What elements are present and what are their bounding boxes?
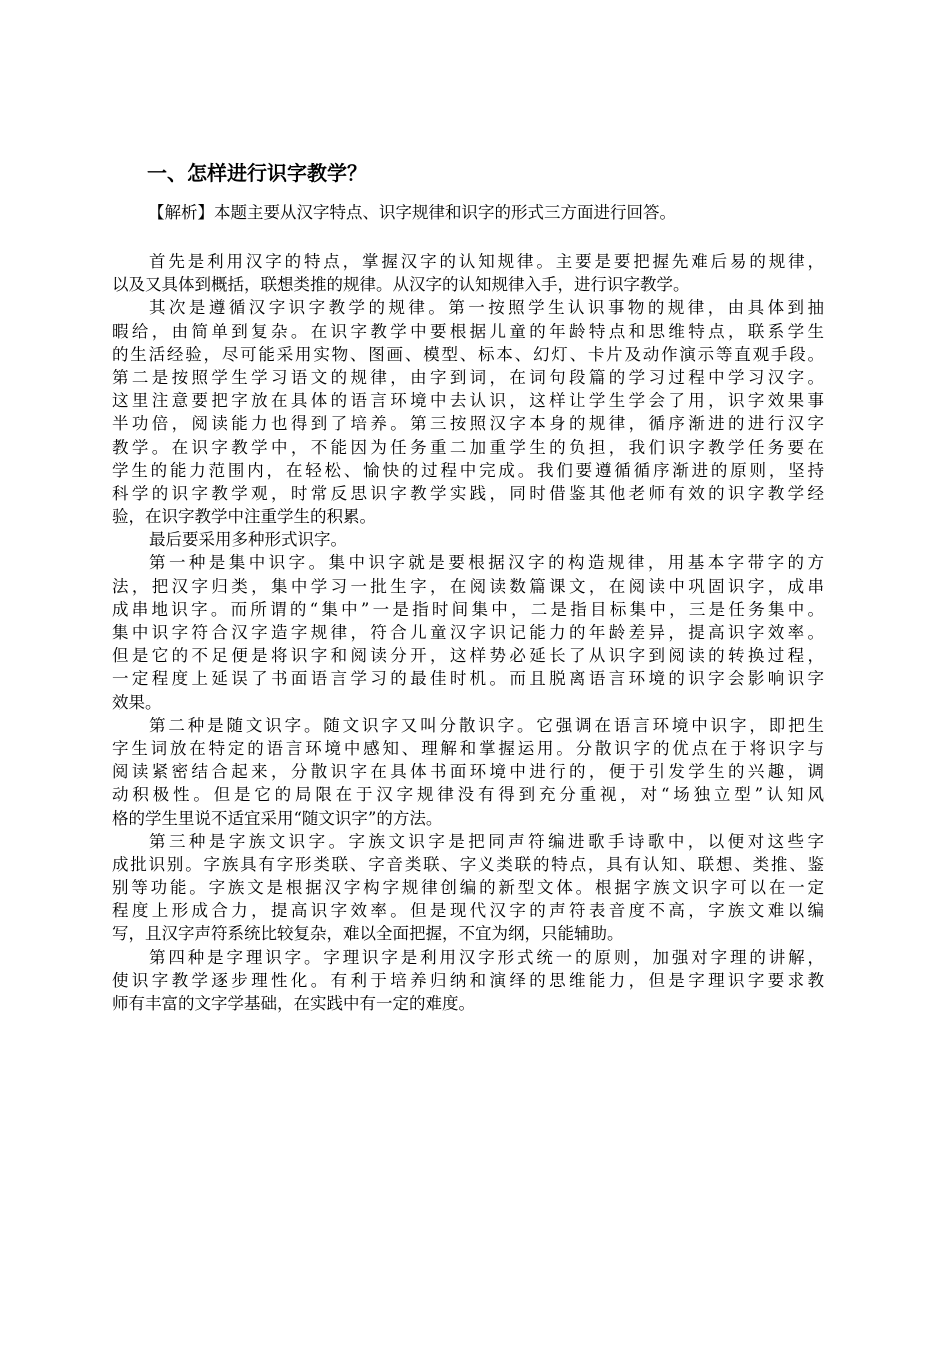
paragraph (112, 830, 824, 946)
paragraph-line: 第二是按照学生学习语文的规律，由字到词，在词句段篇的学习过程中学习汉字。 (112, 367, 824, 387)
paragraph-line: 第二种是随文识字。随文识字又叫分散识字。它强调在语言环境中识字，即把生 (149, 715, 824, 735)
paragraph-line: 学生的能力范围内，在轻松、愉快的过程中完成。我们要遵循循序渐进的原则，坚持 (112, 460, 824, 480)
paragraph-line: 第四种是字理识字。字理识字是利用汉字形式统一的原则，加强对字理的讲解， (149, 947, 824, 967)
paragraph-line: 集中识字符合汉字造字规律，符合儿童汉字识记能力的年龄差异，提高识字效率。 (112, 623, 824, 642)
paragraph-line: 写，且汉字声符系统比较复杂，难以全面把握，不宜为纲，只能辅助。 (112, 924, 624, 944)
analysis-intro: 【解析】本题主要从汉字特点、识字规律和识字的形式三方面进行回答。 (148, 203, 676, 222)
paragraph-line: 师有丰富的文字学基础，在实践中有一定的难度。 (112, 994, 475, 1013)
paragraph-line: 动积极性。但是它的局限在于汉字规律没有得到充分重视，对“场独立型”认知风 (112, 785, 824, 805)
paragraph (112, 714, 824, 830)
paragraph (112, 551, 824, 713)
paragraph-line: 成批识别。字族具有字形类联、字音类联、字义类联的特点，具有认知、联想、类推、鉴 (112, 854, 824, 874)
paragraph-line: 这里注意要把字放在具体的语言环境中去认识，这样让学生学会了用，识字效果事 (112, 391, 824, 411)
paragraph (112, 250, 824, 296)
paragraph-line: 程度上形成合力，提高识字效率。但是现代汉字的声符表音度不高，字族文难以编 (112, 901, 824, 921)
paragraph-line: 最后要采用多种形式识字。 (149, 530, 347, 550)
paragraph-line: 的生活经验，尽可能采用实物、图画、模型、标本、幻灯、卡片及动作演示等直观手段。 (112, 344, 824, 364)
paragraph-line: 法，把汉字归类，集中学习一批生字，在阅读数篇课文，在阅读中巩固识字，成串 (112, 576, 824, 596)
paragraph-line: 验，在识字教学中注重学生的积累。 (112, 507, 376, 527)
paragraph (112, 946, 824, 1016)
paragraph-line: 成串地识字。而所谓的“集中”一是指时间集中，二是指目标集中，三是任务集中。 (112, 599, 824, 619)
paragraph-line: 格的学生里说不适宜采用“随文识字”的方法。 (112, 808, 443, 828)
paragraph-line: 其次是遵循汉字识字教学的规律。第一按照学生认识事物的规律，由具体到抽 (149, 298, 824, 318)
paragraph-line: 首先是利用汉字的特点，掌握汉字的认知规律。主要是要把握先难后易的规律， (149, 252, 824, 271)
paragraph-line: 效果。 (112, 692, 162, 712)
paragraph-line: 别等功能。字族文是根据汉字构字规律创编的新型文体。根据字族文识字可以在一定 (112, 878, 824, 898)
paragraph (112, 528, 824, 551)
paragraph-line: 暇给，由简单到复杂。在识字教学中要根据儿童的年龄特点和思维特点，联系学生 (112, 321, 824, 341)
paragraph-line: 科学的识字教学观，时常反思识字教学实践，同时借鉴其他老师有效的识字教学经 (112, 483, 824, 503)
paragraph-line: 一定程度上延误了书面语言学习的最佳时机。而且脱离语言环境的识字会影响识字 (112, 669, 824, 689)
paragraph-line: 半功倍，阅读能力也得到了培养。第三按照汉字本身的规律，循序渐进的进行汉字 (112, 414, 824, 434)
paragraph-line: 以及又具体到概括，联想类推的规律。从汉字的认知规律入手，进行识字教学。 (112, 275, 690, 295)
paragraph-line: 但是它的不足便是将识字和阅读分开，这样势必延长了从识字到阅读的转换过程， (112, 646, 824, 666)
paragraph-line: 阅读紧密结合起来，分散识字在具体书面环境中进行的，便于引发学生的兴趣，调 (112, 762, 824, 782)
paragraph-line: 第三种是字族文识字。字族文识字是把同声符编进歌手诗歌中，以便对这些字 (149, 831, 824, 851)
answer-body (112, 250, 824, 1015)
paragraph (112, 296, 824, 528)
paragraph-line: 使识字教学逐步理性化。有利于培养归纳和演绎的思维能力，但是字理识字要求教 (112, 970, 824, 990)
paragraph-line: 字生词放在特定的语言环境中感知、理解和掌握运用。分散识字的优点在于将识字与 (112, 738, 824, 758)
question-heading: 一、怎样进行识字教学？ (147, 161, 367, 185)
paragraph-line: 第一种是集中识字。集中识字就是要根据汉字的构造规律，用基本字带字的方 (149, 553, 824, 573)
paragraph-line: 教学。在识字教学中，不能因为任务重二加重学生的负担，我们识字教学任务要在 (112, 437, 824, 457)
